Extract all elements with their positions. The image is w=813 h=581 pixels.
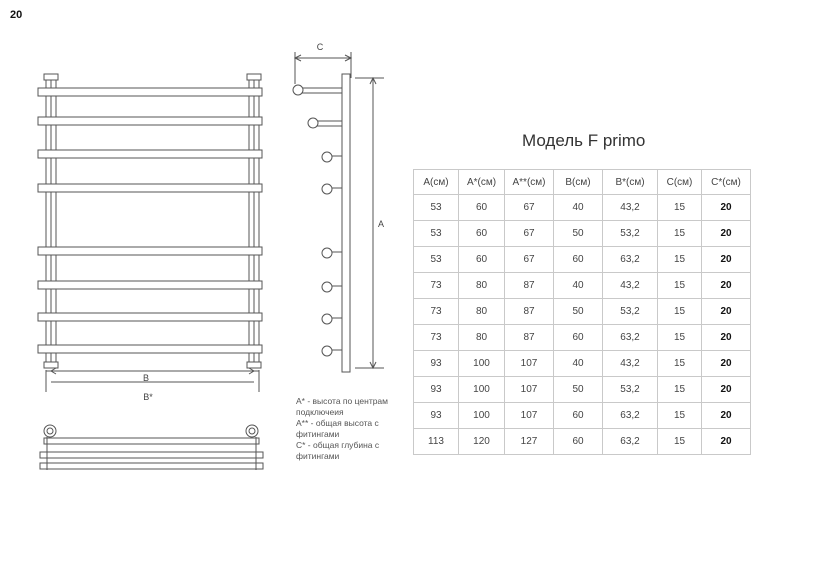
label-b: B	[142, 373, 150, 383]
table-cell: 50	[554, 221, 603, 247]
label-c: C	[316, 42, 324, 52]
table-cell: 60	[554, 403, 603, 429]
front-view	[38, 74, 262, 392]
table-cell: 53	[414, 195, 459, 221]
table-cell: 93	[414, 377, 459, 403]
table-cell: 20	[702, 325, 751, 351]
note-a-star: A* - высота по центрам подключеия	[296, 396, 389, 417]
table-cell: 20	[702, 299, 751, 325]
table-cell: 20	[702, 273, 751, 299]
table-row	[414, 299, 751, 325]
table-cell: 53	[414, 247, 459, 273]
table-cell: 127	[505, 429, 554, 455]
top-view	[40, 425, 263, 470]
table-cell: 80	[459, 325, 505, 351]
table-cell: 15	[658, 273, 702, 299]
table-cell: 93	[414, 351, 459, 377]
table-cell: 73	[414, 273, 459, 299]
table-cell: 20	[702, 247, 751, 273]
table-row	[414, 377, 751, 403]
table-cell: 53,2	[603, 221, 658, 247]
table-cell: 100	[459, 351, 505, 377]
table-cell: 63,2	[603, 429, 658, 455]
table-row	[414, 351, 751, 377]
table-cell: 15	[658, 247, 702, 273]
header-a: A(см)	[414, 170, 459, 195]
header-a-star: A*(см)	[459, 170, 505, 195]
table-cell: 87	[505, 325, 554, 351]
side-view	[293, 52, 384, 372]
table-cell: 80	[459, 299, 505, 325]
table-cell: 80	[459, 273, 505, 299]
table-header-row	[414, 170, 751, 195]
table-cell: 67	[505, 195, 554, 221]
table-cell: 67	[505, 247, 554, 273]
table-cell: 60	[459, 195, 505, 221]
table-cell: 67	[505, 221, 554, 247]
table-cell: 43,2	[603, 195, 658, 221]
table-cell: 63,2	[603, 325, 658, 351]
table-cell: 63,2	[603, 403, 658, 429]
table-cell: 53,2	[603, 377, 658, 403]
table-cell: 43,2	[603, 351, 658, 377]
table-cell: 73	[414, 299, 459, 325]
table-row	[414, 403, 751, 429]
table-cell: 43,2	[603, 273, 658, 299]
table-cell: 60	[459, 247, 505, 273]
specs-table	[413, 169, 751, 455]
table-cell: 50	[554, 377, 603, 403]
table-cell: 20	[702, 377, 751, 403]
table-row	[414, 325, 751, 351]
table-cell: 20	[702, 195, 751, 221]
table-cell: 40	[554, 351, 603, 377]
table-row	[414, 247, 751, 273]
table-cell: 113	[414, 429, 459, 455]
header-b: B(см)	[554, 170, 603, 195]
table-cell: 100	[459, 403, 505, 429]
table-cell: 15	[658, 195, 702, 221]
table-cell: 20	[702, 351, 751, 377]
table-row	[414, 221, 751, 247]
table-cell: 60	[554, 429, 603, 455]
table-cell: 60	[554, 247, 603, 273]
table-cell: 87	[505, 299, 554, 325]
table-cell: 120	[459, 429, 505, 455]
table-cell: 15	[658, 429, 702, 455]
note-a-double-star: A** - общая высота с фитингами	[296, 418, 379, 439]
label-b-star: B*	[143, 392, 153, 402]
label-a: A	[377, 219, 385, 229]
table-row	[414, 273, 751, 299]
table-cell: 53	[414, 221, 459, 247]
page-number: 20	[10, 9, 23, 21]
table-cell: 107	[505, 351, 554, 377]
header-a-double-star: A**(см)	[505, 170, 554, 195]
table-cell: 15	[658, 221, 702, 247]
header-c-star: C*(см)	[702, 170, 751, 195]
table-cell: 93	[414, 403, 459, 429]
table-cell: 60	[554, 325, 603, 351]
table-cell: 20	[702, 221, 751, 247]
header-b-star: B*(см)	[603, 170, 658, 195]
table-cell: 107	[505, 403, 554, 429]
table-cell: 20	[702, 403, 751, 429]
table-row	[414, 195, 751, 221]
header-c: C(см)	[658, 170, 702, 195]
table-row	[414, 429, 751, 455]
table-cell: 15	[658, 325, 702, 351]
table-cell: 40	[554, 195, 603, 221]
table-cell: 50	[554, 299, 603, 325]
table-cell: 53,2	[603, 299, 658, 325]
note-c-star: C* - общая глубина с фитингами	[296, 440, 380, 461]
table-cell: 40	[554, 273, 603, 299]
dimension-notes	[296, 396, 406, 462]
table-cell: 100	[459, 377, 505, 403]
table-cell: 15	[658, 299, 702, 325]
table-cell: 20	[702, 429, 751, 455]
table-cell: 73	[414, 325, 459, 351]
table-cell: 15	[658, 377, 702, 403]
table-cell: 63,2	[603, 247, 658, 273]
table-cell: 87	[505, 273, 554, 299]
table-cell: 60	[459, 221, 505, 247]
table-cell: 15	[658, 351, 702, 377]
table-cell: 107	[505, 377, 554, 403]
table-cell: 15	[658, 403, 702, 429]
model-title: Модель F primo	[522, 131, 646, 150]
